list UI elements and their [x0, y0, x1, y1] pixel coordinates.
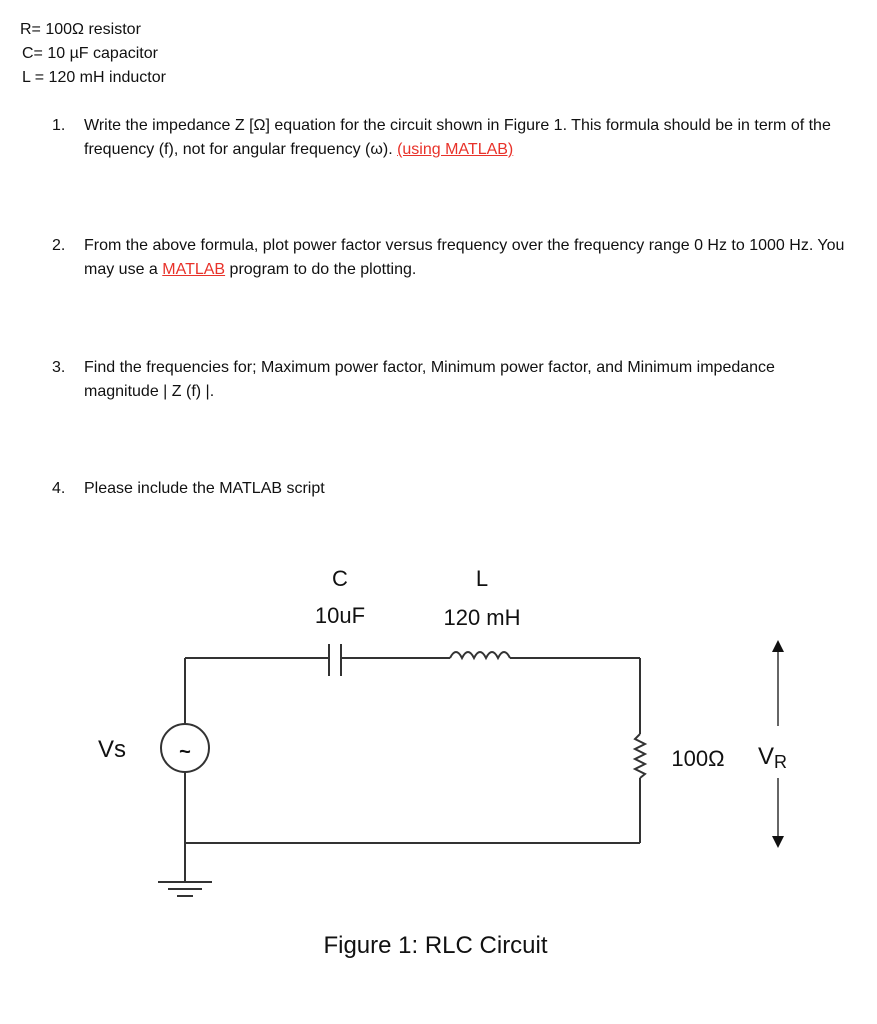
question-1-body: Write the impedance Z [Ω] equation for the circuit shown in Figure 1. This formula should be in term of the frequency (f), not for angular frequency (ω).	[84, 117, 831, 158]
inductor-coil	[450, 652, 510, 658]
figure-caption: Figure 1: RLC Circuit	[323, 932, 548, 959]
capacitor-value-label: 10uF	[314, 603, 366, 628]
question-2	[52, 234, 852, 282]
vr-label-main: V	[758, 743, 775, 770]
question-4-text: Please include the MATLAB script	[84, 480, 325, 497]
question-1-text	[84, 114, 852, 162]
question-3	[52, 356, 852, 404]
vr-arrow-up-head	[772, 640, 784, 652]
given-resistor: R= 100Ω resistor	[20, 21, 141, 38]
resistor-zigzag	[635, 734, 645, 778]
using-matlab-link[interactable]: (using MATLAB)	[397, 141, 514, 158]
question-2-body-end: program to do the plotting.	[225, 261, 417, 278]
question-4-number: 4.	[52, 480, 66, 497]
vr-label	[758, 743, 787, 772]
question-1	[52, 114, 852, 162]
resistor-value-label: 100Ω	[671, 746, 725, 771]
question-2-body-start: From the above formula, plot power factor versus frequency over the frequency range 0 Hz to 1000 Hz. You may use a	[84, 237, 845, 278]
source-tilde: ~	[179, 741, 191, 763]
capacitor-name-label: C	[332, 566, 348, 591]
vr-arrow-down-head	[772, 836, 784, 848]
given-inductor: L = 120 mH inductor	[22, 69, 166, 86]
question-1-number: 1.	[52, 117, 66, 134]
question-3-number: 3.	[52, 359, 66, 376]
question-4	[52, 477, 852, 501]
given-values	[20, 18, 166, 90]
matlab-link[interactable]: MATLAB	[162, 261, 226, 278]
question-3-text: Find the frequencies for; Maximum power factor, Minimum power factor, and Minimum impedance magnitude | Z (f) |.	[84, 359, 775, 400]
rlc-circuit-diagram	[0, 540, 877, 920]
source-label: Vs	[97, 736, 127, 763]
vr-label-sub: R	[774, 752, 788, 772]
given-capacitor: C= 10 µF capacitor	[22, 45, 158, 62]
inductor-value-label: 120 mH	[443, 605, 521, 630]
inductor-name-label: L	[475, 566, 489, 591]
question-2-text	[84, 234, 852, 282]
question-2-number: 2.	[52, 237, 66, 254]
